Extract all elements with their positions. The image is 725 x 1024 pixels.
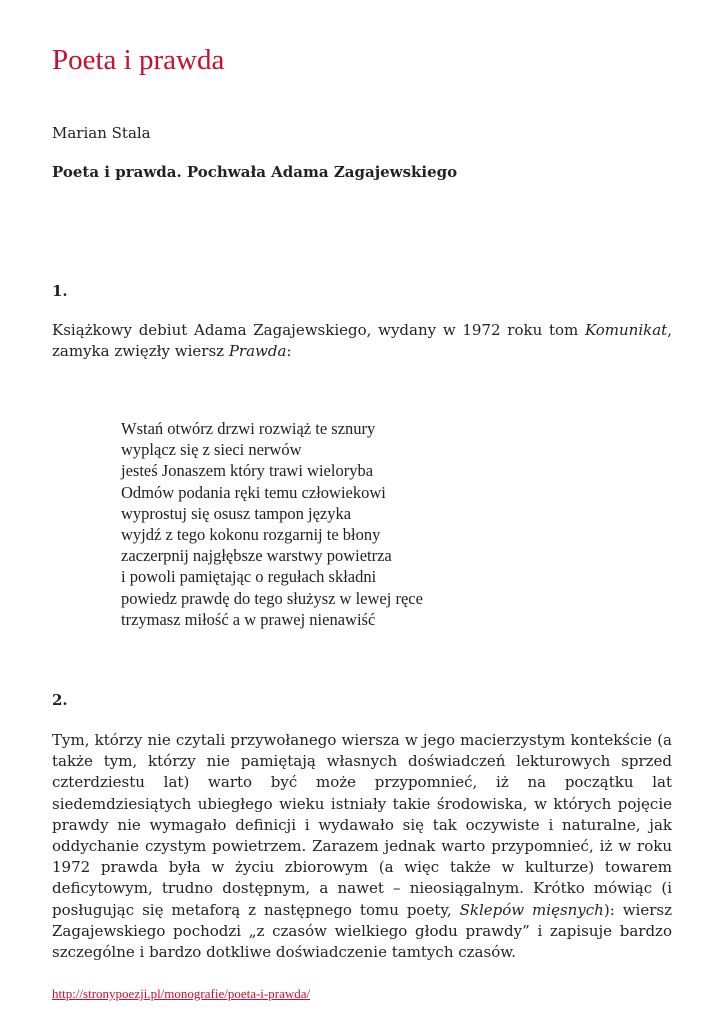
text-run: Książkowy debiut Adama Zagajewskiego, wydany w 1972 roku tom — [52, 321, 585, 339]
poem-line: wyplącz się z sieci nerwów — [121, 440, 302, 460]
poem-line: trzymasz miłość a w prawej nienawiść — [121, 609, 376, 629]
text-run: Tym, którzy nie czytali przywołanego wiersza w jego macierzystym kontekście (a także tym, którzy nie pamiętają własnych doświadczeń lekturowych sprzed czterdziestu lat) warto być może przypomnieć, iż na początku lat siedemdziesiątych ubiegłego wieku istniały takie środowiska, w których pojęcie prawdy nie wymagało definicji i wydawało się tak oczywiste i naturalne, jak oddychanie czystym powietrzem. Zarazem jednak warto przypomnieć, iż w roku 1972 prawda była w życiu zbiorowym (a więc także w kulturze) towarem deficytowym, trudno dostępnym, a nawet – nieosiągalnym. Krótko mówiąc (i posługując się metaforą z następnego tomu poety, — [52, 731, 672, 919]
text-run: , zamyka zwięzły wiersz — [52, 321, 672, 361]
source-url-link[interactable]: http://stronypoezji.pl/monografie/poeta-i-prawda/ — [52, 986, 311, 1001]
page-title: Poeta i prawda — [52, 44, 225, 76]
poem-line: i powoli pamiętając o regułach składni — [121, 567, 377, 587]
book-title-sklepy: Sklepów mięsnych — [459, 900, 604, 919]
poem-line: wyprostuj się osusz tampon języka — [121, 503, 352, 523]
poem-block — [121, 418, 423, 630]
section-1-number: 1. — [52, 282, 68, 300]
poem-line: jesteś Jonaszem który trawi wieloryba — [121, 461, 374, 481]
book-title-komunikat: Komunikat — [584, 321, 668, 339]
article-subtitle: Poeta i prawda. Pochwała Adama Zagajewskiego — [52, 163, 458, 181]
poem-line: powiedz prawdę do tego służysz w lewej ręce — [121, 588, 423, 608]
poem-line: wyjdź z tego kokonu rozgarnij te błony — [121, 525, 381, 545]
poem-line: Wstań otwórz drzwi rozwiąż te sznury — [121, 419, 376, 438]
text-run: ): wiersz Zagajewskiego pochodzi „z czasów wielkiego głodu prawdy” i zapisuje bardzo szczególne i bardzo dotkliwe doświadczenie tamtych czasów. — [52, 900, 672, 962]
poem-title-prawda: Prawda — [228, 342, 287, 361]
section-2-number: 2. — [52, 691, 68, 709]
text-run: : — [286, 342, 292, 361]
section-1-paragraph — [52, 320, 672, 362]
poem-line: Odmów podania ręki temu człowiekowi — [121, 482, 386, 502]
section-2-paragraph — [52, 730, 672, 963]
author-name: Marian Stala — [52, 124, 151, 142]
poem-line: zaczerpnij najgłębsze warstwy powietrza — [121, 546, 392, 566]
